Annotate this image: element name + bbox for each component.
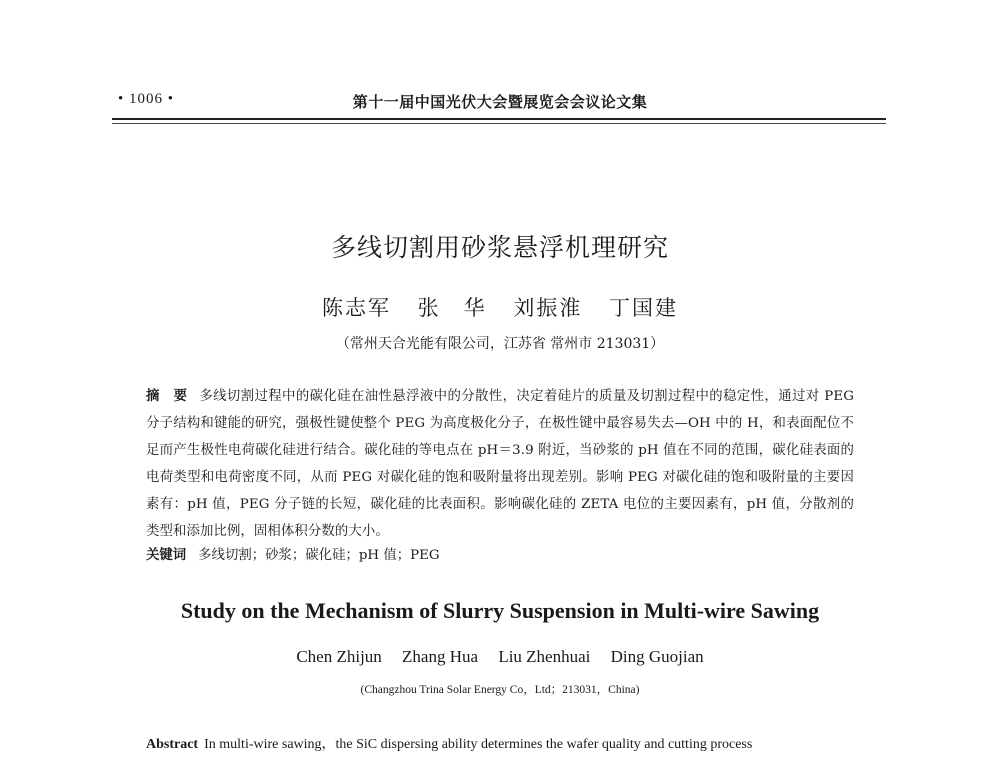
cn-keywords: [146, 544, 854, 563]
cn-author: 张 华: [417, 296, 487, 320]
cn-keywords-label: 关键词: [146, 548, 187, 563]
cn-author: 陈志军: [321, 296, 391, 320]
en-author: Chen Zhijun: [296, 647, 382, 666]
cn-abstract: [146, 383, 854, 545]
en-author: Zhang Hua: [402, 647, 479, 666]
en-title: Study on the Mechanism of Slurry Suspension in Multi-wire Sawing: [180, 598, 820, 623]
en-abstract: [146, 733, 854, 753]
cn-author: 丁国建: [609, 296, 679, 320]
cn-author: 刘振淮: [513, 296, 583, 320]
en-abstract-text: In multi-wire sawing，the SiC dispersing ability determines the wafer quality and cutting process: [204, 737, 753, 752]
cn-keywords-text: 多线切割；砂浆；碳化硅；pH 值；PEG: [198, 548, 440, 563]
en-author: Ding Guojian: [610, 647, 704, 666]
cn-title: 多线切割用砂浆悬浮机理研究: [330, 233, 669, 262]
cn-abstract-label: 摘 要: [146, 389, 188, 404]
cn-abstract-text: 多线切割过程中的碳化硅在油性悬浮液中的分散性，决定着硅片的质量及切割过程中的稳定性，通过对 PEG 分子结构和键能的研究，强极性键使整个 PEG 为高度极化分子，在极性键中最容易失去—OH 中的 H，和表面配位不足而产生极性电荷碳化硅进行结合。碳化硅的等电点在 pH＝3.9 附近，当砂浆的 pH 值在不同的范围，碳化硅表面的电荷类型和电荷密度不同，从而 PEG 对碳化硅的饱和吸附量将出现差别。影响 PEG 对碳化硅的饱和吸附量的主要因素有：pH 值，PEG 分子链的长短，碳化硅的比表面积。影响碳化硅的 ZETA 电位的主要因素有，pH 值，分散剂的类型和添加比例，固相体积分数的大小。: [146, 389, 854, 539]
en-abstract-label: Abstract: [146, 737, 199, 752]
cn-affiliation: （常州天合光能有限公司，江苏省 常州市 213031）: [335, 336, 665, 352]
en-author: Liu Zhenhuai: [498, 647, 591, 666]
en-authors: [0, 647, 1000, 667]
header-rule-thick: [112, 118, 886, 120]
page-number: • 1006 •: [118, 91, 175, 107]
running-header-title: 第十一届中国光伏大会暨展览会会议论文集: [352, 93, 648, 111]
header-rule-thin: [112, 123, 886, 124]
cn-authors: [0, 292, 1000, 322]
en-affiliation: (Changzhou Trina Solar Energy Co，Ltd；213031，China): [360, 684, 640, 696]
